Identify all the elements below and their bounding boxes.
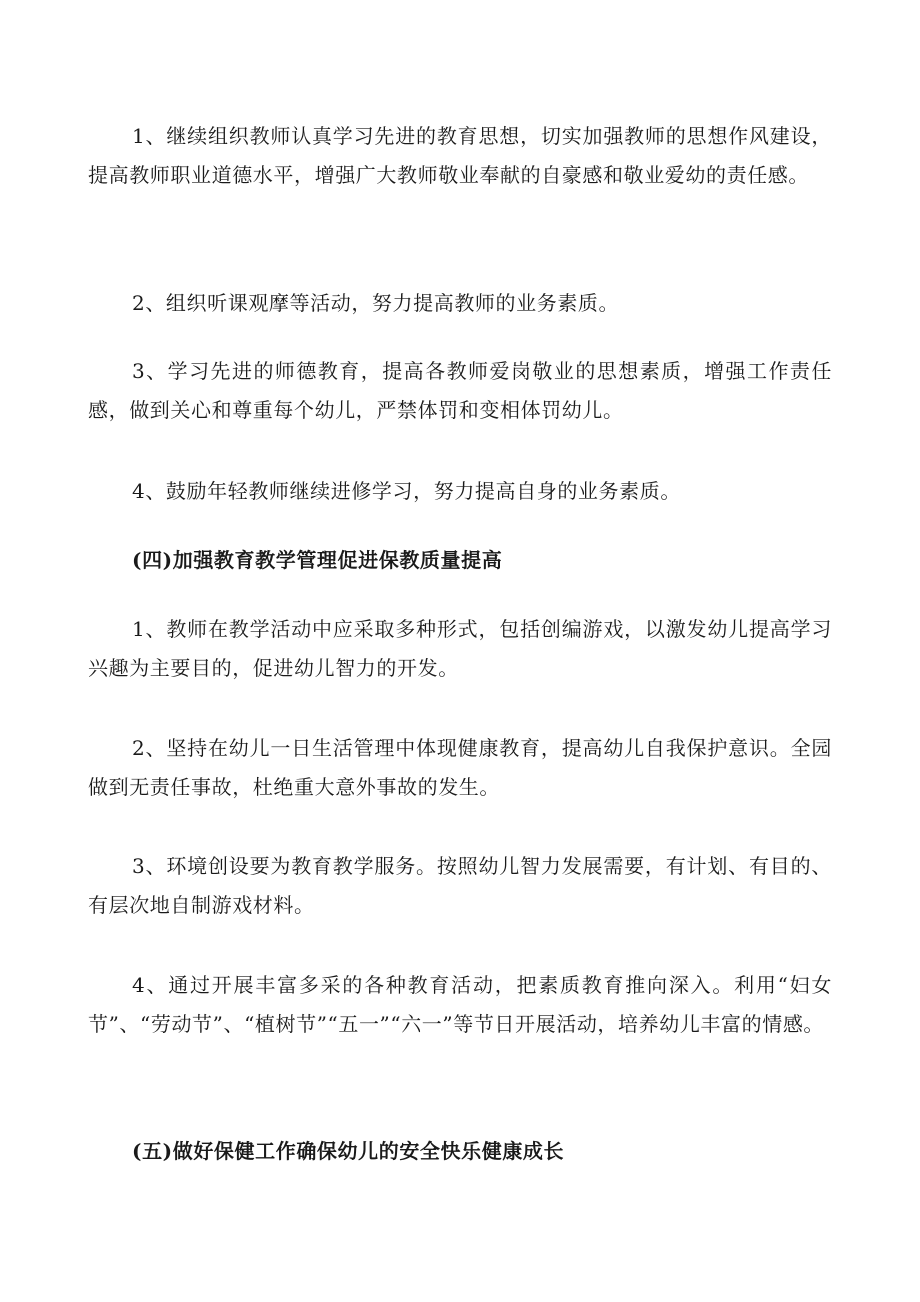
paragraph-text: 1、教师在教学活动中应采取多种形式，包括创编游戏，以激发幼儿提高学习兴趣为主要目的，促进幼儿智力的开发。 [88,617,832,680]
paragraph-text: 3、环境创设要为教育教学服务。按照幼儿智力发展需要，有计划、有目的、有层次地自制游戏材料。 [88,854,832,917]
section-heading-5: (五)做好保健工作确保幼儿的安全快乐健康成长 [132,1139,565,1163]
paragraph-environment [88,847,832,925]
paragraph-teaching-forms [88,610,832,688]
paragraph-further-study [88,472,832,511]
paragraph-text: 1、继续组织教师认真学习先进的教育思想，切实加强教师的思想作风建设，提高教师职业道德水平，增强广大教师敬业奉献的自豪感和敬业爱幼的责任感。 [88,124,832,187]
paragraph-text: 2、坚持在幼儿一日生活管理中体现健康教育，提高幼儿自我保护意识。全园做到无责任事故，杜绝重大意外事故的发生。 [88,736,832,799]
paragraph-lesson-observation [88,284,832,323]
paragraph-text: 4、鼓励年轻教师继续进修学习，努力提高自身的业务素质。 [132,479,681,503]
paragraph-activities [88,966,832,1044]
section-heading-4: (四)加强教育教学管理促进保教质量提高 [132,548,503,572]
paragraph-text: 2、组织听课观摩等活动，努力提高教师的业务素质。 [132,291,620,315]
paragraph-teacher-ethics [88,352,832,430]
paragraph-teacher-study [88,117,832,195]
paragraph-health-education [88,729,832,807]
paragraph-text: 4、通过开展丰富多采的各种教育活动，把素质教育推向深入。利用“妇女节”、“劳动节”、“植树节”“五一”“六一”等节日开展活动，培养幼儿丰富的情感。 [88,973,832,1036]
paragraph-text: 3、学习先进的师德教育，提高各教师爱岗敬业的思想素质，增强工作责任感，做到关心和尊重每个幼儿，严禁体罚和变相体罚幼儿。 [88,359,832,422]
